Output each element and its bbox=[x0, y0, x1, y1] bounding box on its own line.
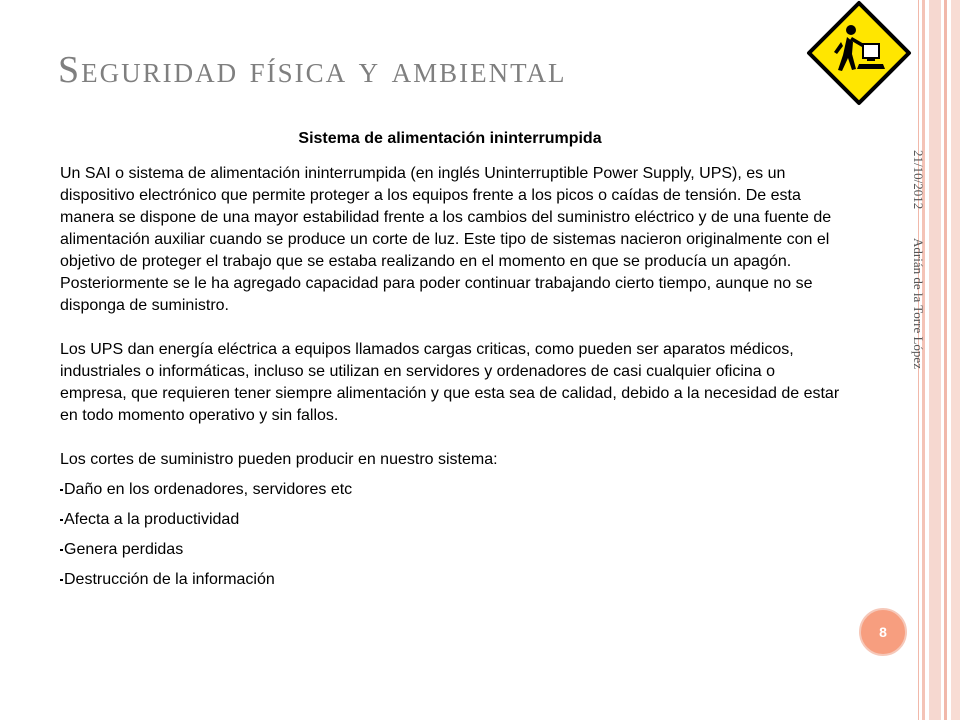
list-item-label: Destrucción de la información bbox=[64, 571, 275, 588]
page-number-badge bbox=[859, 608, 907, 656]
slide-body bbox=[60, 163, 840, 599]
paragraph: Un SAI o sistema de alimentación ininterrumpida (en inglés Uninterruptible Power Supply, UPS), es un dispositivo electrónico que permite proteger a los equipos frente a los picos o caídas de tensión. De esta manera se dispone de una mayor estabilidad frente a los cambios del suministro eléctrico y de una fuente de alimentación auxiliar cuando se produce un corte de luz. Este tipo de sistemas nacieron originalmente con el objetivo de proteger el trabajo que se estaba realizando en el momento en que se producía un apagón. Posteriormente se le ha agregado capacidad para poder continuar trabajando cierto tiempo, aunque no se disponga de suministro. bbox=[60, 165, 832, 314]
list-item bbox=[60, 509, 840, 531]
list-item-label: Afecta a la productividad bbox=[64, 511, 240, 528]
list-item bbox=[60, 569, 840, 591]
list-item bbox=[60, 479, 840, 501]
list-item-label: Daño en los ordenadores, servidores etc bbox=[64, 481, 353, 498]
paragraph: Los cortes de suministro pueden producir en nuestro sistema: bbox=[60, 451, 498, 468]
page-number: 8 bbox=[879, 624, 887, 640]
slide-subtitle: Sistema de alimentación ininterrumpida bbox=[298, 130, 602, 147]
slide-title: Seguridad física y ambiental bbox=[58, 49, 567, 91]
dash-bullet-icon bbox=[60, 489, 63, 491]
dash-bullet-icon bbox=[60, 549, 63, 551]
decorative-stripe bbox=[944, 0, 947, 720]
construction-warning-icon bbox=[806, 0, 912, 106]
dash-bullet-icon bbox=[60, 519, 63, 521]
slide-footer-vertical bbox=[886, 150, 926, 450]
dash-bullet-icon bbox=[60, 579, 63, 581]
list-item bbox=[60, 539, 840, 561]
slide-author: Adrián de la Torre López bbox=[911, 238, 926, 370]
decorative-stripe bbox=[951, 0, 960, 720]
decorative-stripe bbox=[929, 0, 941, 720]
list-item-label: Genera perdidas bbox=[64, 541, 184, 558]
paragraph: Los UPS dan energía eléctrica a equipos llamados cargas criticas, como pueden ser aparatos médicos, industriales o informáticas, incluso se utilizan en servidores y ordenadores de casi cualquier oficina o empresa, que requieren tener siempre alimentación y que esta sea de calidad, debido a la necesidad de estar en todo momento operativo y sin fallos. bbox=[60, 341, 840, 424]
slide-date: 21/10/2012 bbox=[911, 150, 926, 210]
